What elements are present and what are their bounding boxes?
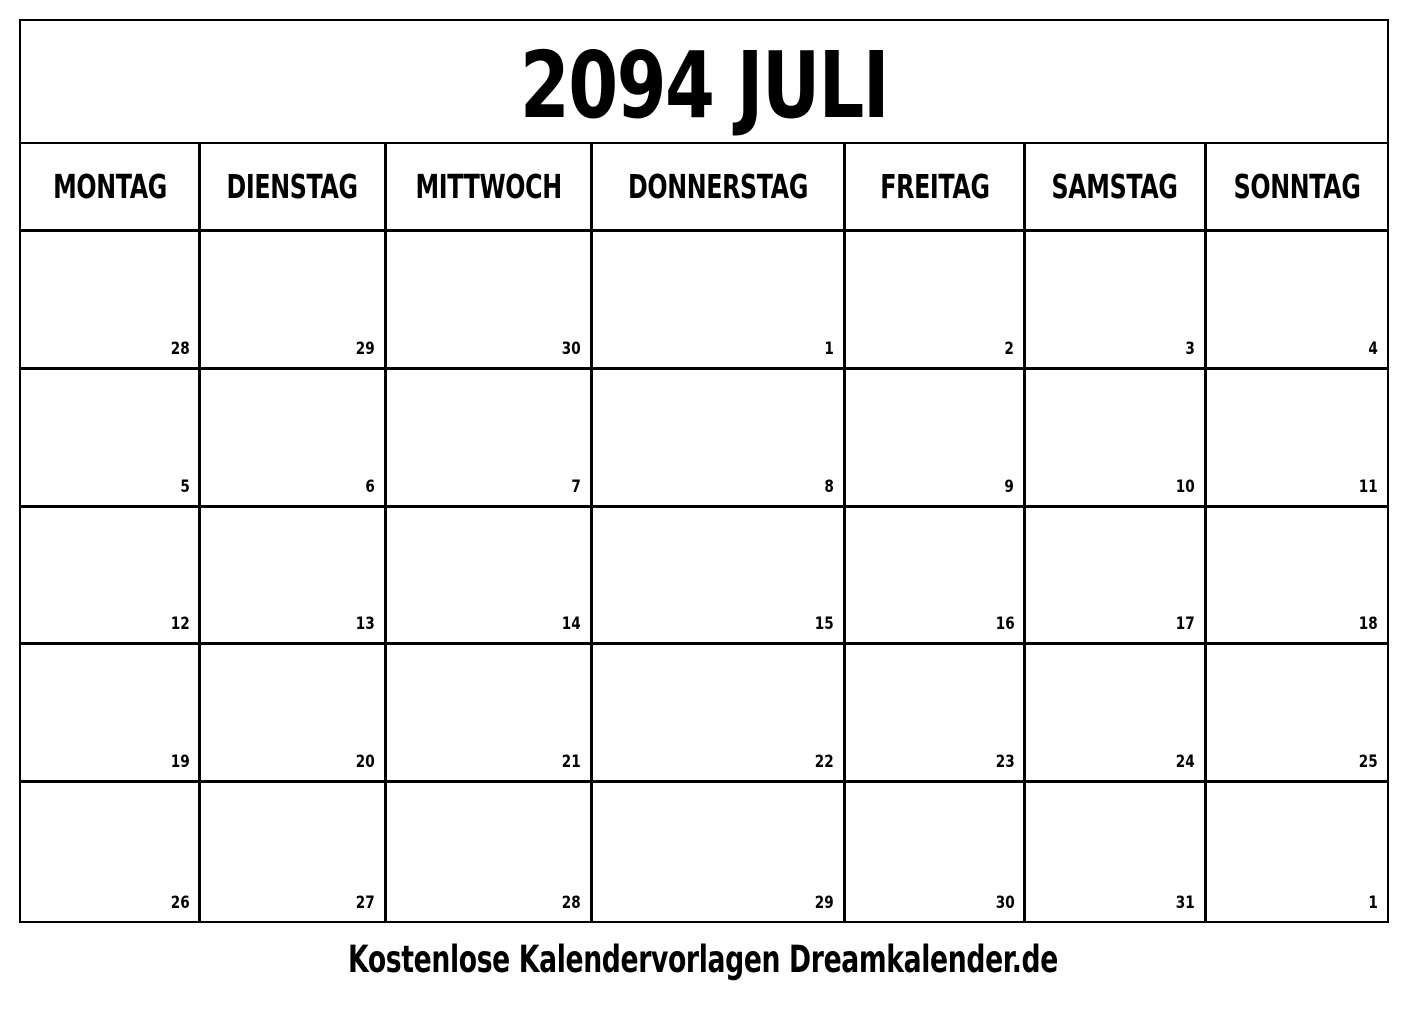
day-cell	[846, 370, 1026, 508]
weekday-label: DIENSTAG	[226, 167, 359, 206]
day-number: 30	[561, 338, 581, 359]
day-cell	[593, 370, 846, 508]
day-number: 5	[179, 476, 190, 497]
day-cell	[201, 508, 386, 646]
weekday-label: DONNERSTAG	[627, 167, 808, 206]
day-number: 25	[1359, 752, 1378, 773]
day-number: 4	[1368, 338, 1378, 359]
weekday-header	[846, 144, 1026, 232]
day-cell	[1026, 232, 1206, 370]
day-number: 14	[561, 614, 581, 635]
day-number: 28	[561, 893, 581, 913]
day-cell	[387, 232, 593, 370]
day-number: 28	[170, 338, 190, 359]
day-cell	[1026, 783, 1206, 921]
day-cell	[201, 645, 386, 783]
day-cell	[201, 370, 386, 508]
day-cell	[21, 783, 201, 921]
day-number: 8	[824, 476, 834, 497]
day-cell	[1207, 232, 1387, 370]
day-cell	[387, 508, 593, 646]
weekday-label: MONTAG	[52, 167, 167, 206]
day-number: 3	[1185, 338, 1195, 359]
day-number: 20	[355, 752, 375, 773]
day-cell	[593, 645, 846, 783]
weekday-label: SONNTAG	[1233, 167, 1361, 206]
day-cell	[846, 508, 1026, 646]
calendar	[19, 19, 1389, 923]
day-cell	[846, 783, 1026, 921]
day-number: 21	[561, 752, 581, 773]
day-number: 9	[1004, 476, 1015, 497]
weekday-header	[593, 144, 846, 232]
day-cell	[21, 232, 201, 370]
day-cell	[593, 783, 846, 921]
day-number: 31	[1175, 893, 1195, 913]
day-number: 17	[1175, 614, 1195, 635]
day-number: 29	[355, 338, 375, 359]
weekday-header	[1026, 144, 1206, 232]
day-cell	[201, 232, 386, 370]
day-number: 13	[355, 614, 375, 635]
day-number: 24	[1175, 752, 1195, 773]
title-bar	[21, 21, 1387, 142]
day-number: 6	[365, 476, 375, 497]
day-cell	[387, 645, 593, 783]
day-number: 2	[1004, 338, 1015, 359]
weekday-label: MITTWOCH	[415, 167, 562, 206]
day-number: 18	[1359, 614, 1378, 635]
calendar-grid	[21, 142, 1387, 921]
day-number: 23	[995, 752, 1015, 773]
day-cell	[1207, 370, 1387, 508]
day-cell	[21, 508, 201, 646]
day-cell	[1026, 370, 1206, 508]
weekday-label: FREITAG	[879, 167, 990, 206]
day-cell	[201, 783, 386, 921]
day-cell	[21, 370, 201, 508]
day-number: 10	[1175, 476, 1195, 497]
day-number: 1	[824, 338, 834, 359]
weekday-label: SAMSTAG	[1051, 167, 1178, 206]
day-number: 19	[170, 752, 190, 773]
footer-text: Kostenlose Kalendervorlagen Dreamkalender.de	[348, 938, 1058, 981]
day-cell	[387, 783, 593, 921]
day-cell	[846, 645, 1026, 783]
day-number: 22	[814, 752, 834, 773]
day-number: 12	[170, 614, 190, 635]
weekday-header	[21, 144, 201, 232]
calendar-title: 2094 JULI	[519, 31, 889, 139]
day-number: 16	[995, 614, 1015, 635]
day-number: 11	[1359, 476, 1378, 497]
day-number: 1	[1368, 893, 1378, 913]
day-cell	[21, 645, 201, 783]
day-cell	[846, 232, 1026, 370]
day-number: 29	[814, 893, 834, 913]
day-number: 26	[170, 893, 190, 913]
day-number: 15	[814, 614, 834, 635]
day-cell	[1026, 508, 1206, 646]
weekday-header	[1207, 144, 1387, 232]
day-cell	[1207, 645, 1387, 783]
day-cell	[593, 508, 846, 646]
weekday-header	[387, 144, 593, 232]
day-cell	[1207, 508, 1387, 646]
footer	[0, 938, 1406, 981]
day-cell	[1026, 645, 1206, 783]
day-number: 27	[355, 893, 375, 913]
day-cell	[1207, 783, 1387, 921]
weekday-header	[201, 144, 386, 232]
day-number: 7	[571, 476, 581, 497]
day-cell	[387, 370, 593, 508]
day-number: 30	[995, 893, 1015, 913]
day-cell	[593, 232, 846, 370]
